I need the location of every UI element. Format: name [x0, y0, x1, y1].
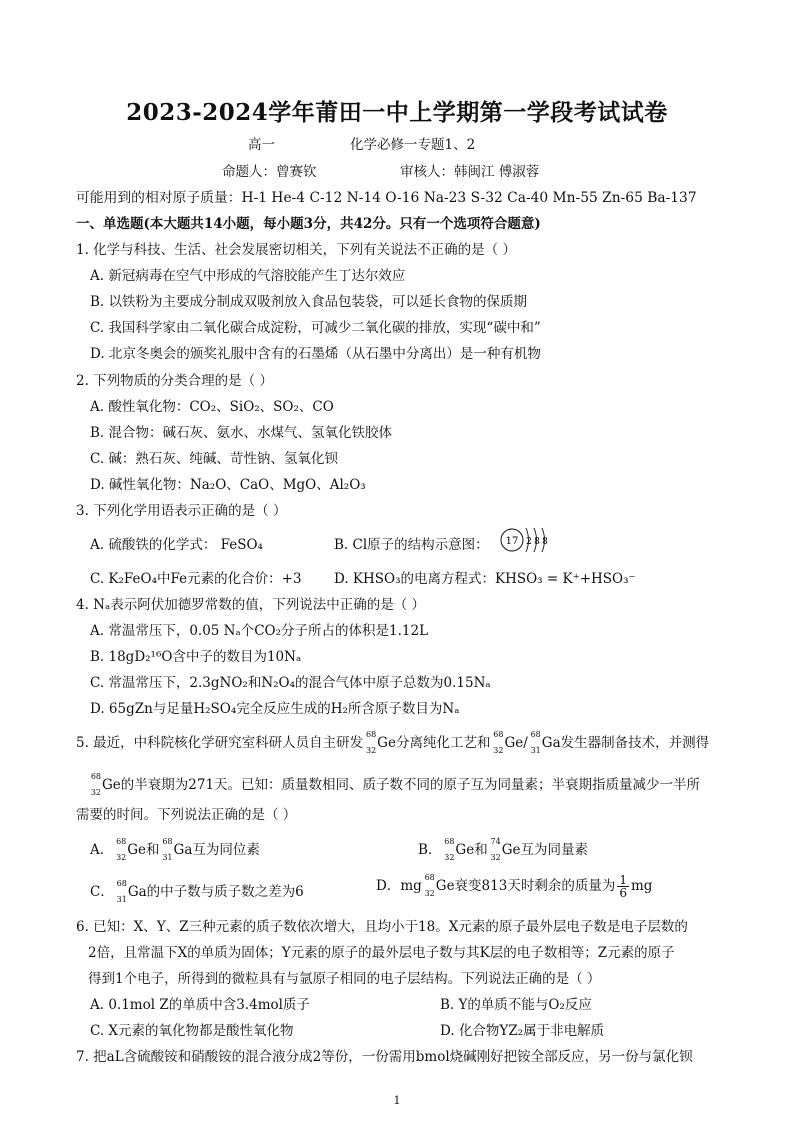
q1-option-b: B. 以铁粉为主要成分制成双吸剂放入食品包装袋，可以延长食物的保质期 — [90, 294, 528, 310]
ge68-mass-3: 68 — [90, 771, 101, 781]
q5-b-ge74-mass: 74 — [490, 836, 501, 846]
q2-stem: 2. 下列物质的分类合理的是（ ） — [76, 373, 273, 389]
q6-line-2: 2倍，且常温下X的单质为固体；Y元素的原子的最外层电子数与其K层的电子数相等；Z元素的原子 — [88, 945, 675, 961]
shell-electrons-2: 8 — [534, 537, 540, 547]
ge68-z: 32 — [365, 745, 377, 755]
q6-option-d: D. 化合物YZ₂属于非电解质 — [440, 1023, 605, 1039]
q3-stem: 3. 下列化学用语表示正确的是（ ） — [76, 503, 287, 519]
q3-option-b: B. Cl原子的结构示意图： — [334, 537, 489, 553]
reviewer: 审核人：韩闽江 傅淑蓉 — [400, 164, 540, 180]
q3-option-c: C. K₂FeO₄中Fe元素的化合价：+3 — [90, 571, 302, 587]
ga68-mass: 68 — [530, 729, 541, 739]
q6-option-c: C. X元素的氧化物都是酸性氧化物 — [90, 1023, 294, 1039]
q6-option-b: B. Y的单质不能与O₂反应 — [440, 997, 592, 1013]
q5-a-ga68-z: 31 — [162, 852, 173, 862]
q5-line-3: 需要的时间。下列说法正确的是（ ） — [76, 807, 297, 823]
q5-a-ga68 — [160, 836, 174, 862]
q5-line-1-text-c: Ge/ — [504, 735, 528, 751]
q5-d-ge68 — [422, 872, 436, 898]
fraction-denominator: 6 — [619, 886, 627, 900]
q5-a-ge68-z: 32 — [116, 852, 127, 862]
q7-line-1: 7. 把aL含硫酸铵和硝酸铵的混合液分成2等份，一份需用bmol烧碱刚好把铵全部反应，另一份与氯化钡 — [76, 1049, 693, 1065]
q2-option-b: B. 混合物：碱石灰、氨水、水煤气、氢氧化铁胶体 — [90, 425, 393, 441]
fraction-numerator: 1 — [619, 873, 627, 887]
q4-option-c: C. 常温常压下，2.3gNO₂和N₂O₄的混合气体中原子总数为0.15Nₐ — [90, 675, 491, 691]
q4-stem: 4. Nₐ表示阿伏加德罗常数的值，下列说法中正确的是（ ） — [76, 597, 425, 613]
q5-line-1-text-a: 5. 最近，中科院核化学研究室科研人员自主研发 — [76, 735, 364, 751]
q4-option-d: D. 65gZn与足量H₂SO₄完全反应生成的H₂所含原子数目为Nₐ — [90, 701, 460, 717]
one-sixth-fraction — [617, 874, 629, 899]
q1-option-a: A. 新冠病毒在空气中形成的气溶胶能产生丁达尔效应 — [90, 268, 406, 284]
ge68-mass-2: 68 — [493, 729, 504, 739]
q5-b-text-1: Ge和 — [455, 842, 488, 858]
q5-option-a — [90, 836, 260, 862]
section-heading: 一、单选题(本大题共14小题，每小题3分，共42分。只有一个选项符合题意) — [76, 216, 541, 232]
page-number: 1 — [393, 1094, 401, 1107]
q5-a-ge68 — [113, 836, 127, 862]
q1-option-d: D. 北京冬奥会的颁奖礼服中含有的石墨烯（从石墨中分离出）是一种有机物 — [90, 346, 541, 362]
q5-c-ga68-z: 31 — [116, 894, 127, 904]
q5-d-ge68-z: 32 — [424, 888, 435, 898]
q5-option-c — [90, 878, 304, 904]
q5-c-text: Ga的中子数与质子数之差为6 — [127, 884, 304, 900]
q6-line-3: 得到1个电子，所得到的微粒具有与氩原子相同的电子层结构。下列说法正确的是（ ） — [88, 971, 601, 987]
q5-d-ge68-mass: 68 — [424, 872, 435, 882]
ge68-mass: 68 — [365, 729, 377, 739]
ge68-z-2: 32 — [493, 745, 504, 755]
q5-d-text: Ge衰变813天时剩余的质量为 — [435, 878, 616, 894]
grade-label: 高一 — [248, 137, 275, 153]
q5-line-2 — [88, 771, 701, 797]
q4-option-b: B. 18gD₂¹⁶O含中子的数目为10Nₐ — [90, 649, 302, 665]
shell-electrons-1: 2 — [526, 537, 532, 547]
q5-c-ga68-mass: 68 — [116, 878, 127, 888]
q1-option-c: C. 我国科学家由二氧化碳合成淀粉，可减少二氧化碳的排放，实现“碳中和” — [90, 320, 541, 336]
q5-a-text-2: Ga互为同位素 — [173, 842, 260, 858]
q6-option-a: A. 0.1mol Z的单质中含3.4mol质子 — [90, 997, 310, 1013]
q5-line-1 — [76, 729, 710, 755]
q5-d-label: D．mg — [376, 878, 422, 894]
q5-line-2-text: Ge的半衰期为271天。已知：质量数相同、质子数不同的原子互为同量素；半衰期指质量减少一半所 — [102, 777, 701, 793]
q2-option-a: A. 酸性氧化物：CO₂、SiO₂、SO₂、CO — [90, 399, 334, 415]
subject-label: 化学必修一专题1、2 — [350, 137, 476, 153]
q5-b-text-2: Ge互为同量素 — [501, 842, 588, 858]
q4-option-a: A. 常温常压下，0.05 Nₐ个CO₂分子所占的体积是1.12L — [90, 623, 429, 639]
q5-a-ge68-mass: 68 — [116, 836, 127, 846]
q5-b-ge68-mass: 68 — [444, 836, 455, 846]
nucleus-charge: 17 — [505, 536, 519, 547]
q5-b-ge74 — [488, 836, 502, 862]
q5-c-ga68 — [114, 878, 128, 904]
ge68-symbol-2 — [490, 729, 504, 755]
q2-option-c: C. 碱：熟石灰、纯碱、苛性钠、氢氧化钡 — [90, 451, 338, 467]
q5-a-text-1: Ge和 — [127, 842, 160, 858]
q5-line-1-text-d: Ga发生器制备技术，并测得 — [541, 735, 710, 751]
q5-line-1-text-b: Ge分离纯化工艺和 — [377, 735, 491, 751]
ga68-z: 31 — [530, 745, 541, 755]
q1-stem: 1. 化学与科技、生活、社会发展密切相关，下列有关说法不正确的是（ ） — [76, 242, 516, 258]
q6-line-1: 6. 已知：X、Y、Z三种元素的质子数依次增大，且均小于18。X元素的原子最外层电子数是电子层数的 — [76, 919, 688, 935]
atomic-masses: 可能用到的相对原子质量：H-1 He-4 C-12 N-14 O-16 Na-23 S-32 Ca-40 Mn-55 Zn-65 Ba-137 — [76, 190, 697, 206]
cl-atom-structure-diagram — [496, 520, 556, 560]
ge68-symbol — [363, 729, 377, 755]
q2-option-d: D. 碱性氧化物：Na₂O、CaO、MgO、Al₂O₃ — [90, 477, 366, 493]
q5-option-b — [418, 836, 588, 862]
q5-d-unit: mg — [630, 878, 653, 894]
q5-b-ge68-z: 32 — [444, 852, 455, 862]
ge68-z-3: 32 — [90, 787, 101, 797]
q5-b-ge68 — [441, 836, 455, 862]
shell-electrons-3: 8 — [542, 537, 548, 547]
q3-option-a: A. 硫酸铁的化学式： FeSO₄ — [90, 537, 263, 553]
q5-option-d — [376, 874, 652, 899]
q5-a-label: A． — [90, 842, 114, 858]
q5-c-label: C． — [90, 884, 114, 900]
q3-option-d: D. KHSO₃的电离方程式：KHSO₃ = K⁺+HSO₃⁻ — [334, 571, 636, 587]
exam-title: 2023-2024学年莆田一中上学期第一学段考试试卷 — [126, 99, 668, 126]
q5-a-ga68-mass: 68 — [162, 836, 173, 846]
ge68-symbol-3 — [88, 771, 102, 797]
q5-b-ge74-z: 32 — [490, 852, 501, 862]
ga68-symbol — [528, 729, 542, 755]
q5-b-label: B． — [418, 842, 442, 858]
question-setter: 命题人：曾赛钦 — [222, 164, 317, 180]
